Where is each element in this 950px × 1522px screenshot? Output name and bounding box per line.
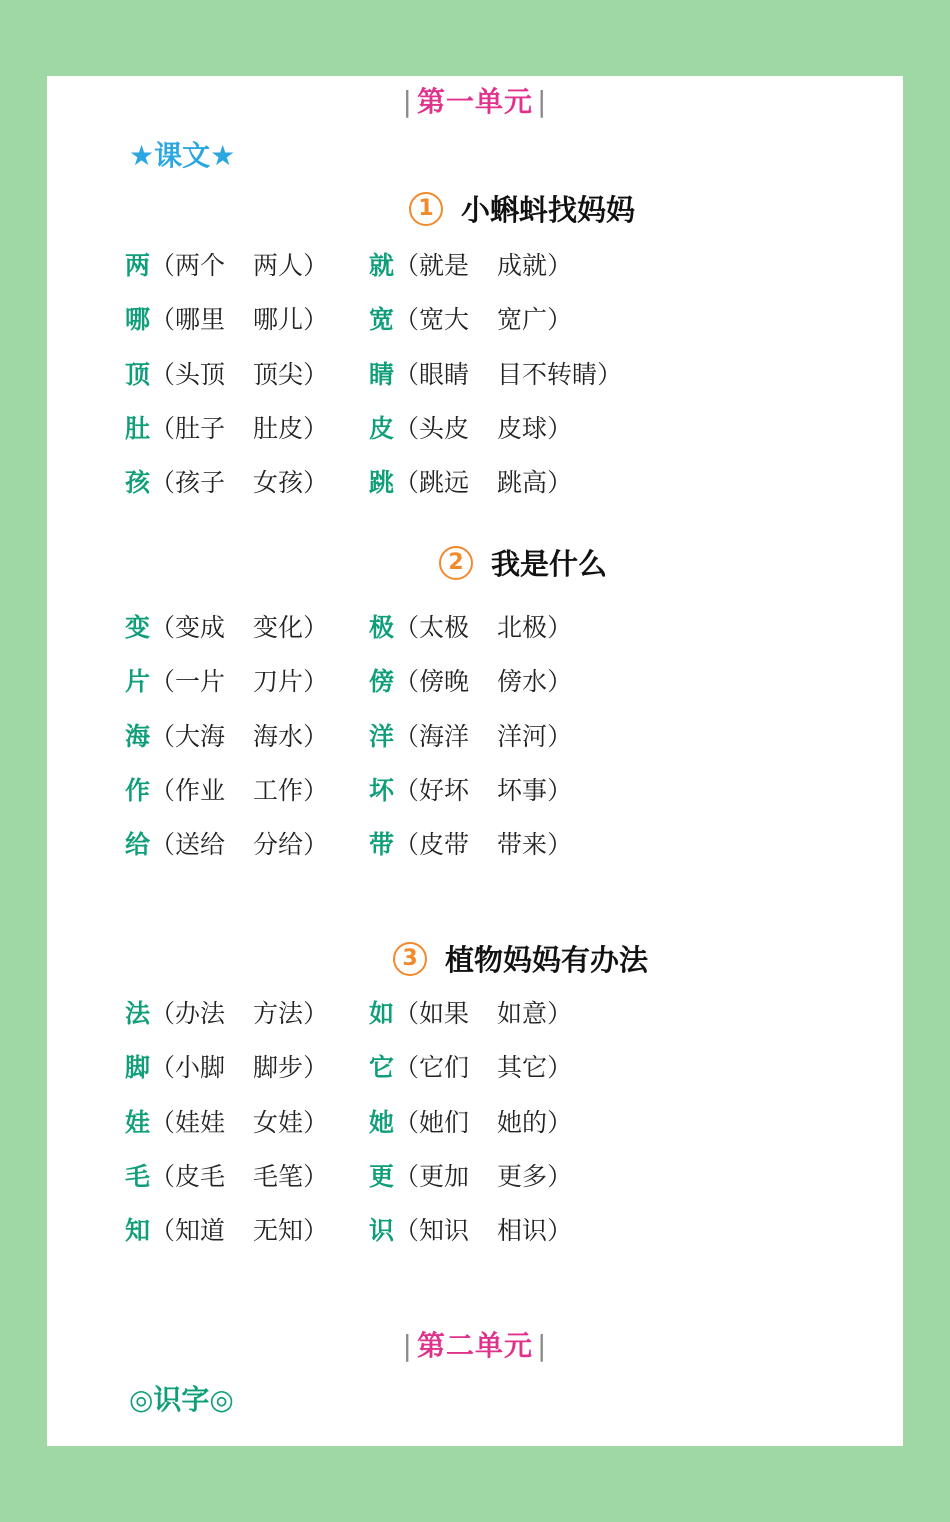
vocab-row xyxy=(369,355,622,391)
paren-open: （ xyxy=(150,359,176,389)
vocab-word: 肚子 xyxy=(175,413,226,443)
vocab-row xyxy=(125,1157,328,1193)
vocab-word: 送给 xyxy=(175,830,226,860)
paren-open: （ xyxy=(394,468,420,498)
vocab-word: 娃娃 xyxy=(175,1107,226,1137)
vocab-word: 分给 xyxy=(253,830,304,860)
vocab-word: 皮毛 xyxy=(175,1161,226,1191)
vocab-word: 坏事 xyxy=(497,775,548,805)
vocab-word: 方法 xyxy=(253,999,304,1028)
vocab-row xyxy=(369,300,572,336)
vocab-word: 大海 xyxy=(175,721,226,751)
paren-open: （ xyxy=(394,830,420,860)
vocab-char: 给 xyxy=(125,830,151,860)
lesson-title-text: 我是什么 xyxy=(491,547,608,581)
vocab-char: 她 xyxy=(369,1107,395,1137)
vocab-word: 目不转睛 xyxy=(497,359,598,389)
vocab-char: 肚 xyxy=(125,413,151,443)
vocab-word: 傍水 xyxy=(497,667,548,697)
vocab-row xyxy=(369,608,572,644)
vocab-char: 孩 xyxy=(125,468,151,498)
vocab-word: 好坏 xyxy=(419,775,470,805)
divider-bar: | xyxy=(537,85,548,118)
paren-close: ） xyxy=(547,305,573,335)
vocab-word: 更多 xyxy=(497,1161,548,1191)
vocab-char: 娃 xyxy=(125,1107,151,1137)
vocab-row xyxy=(369,662,572,698)
vocab-word: 皮带 xyxy=(419,830,470,860)
vocab-row xyxy=(125,300,328,336)
vocab-char: 傍 xyxy=(369,667,395,697)
paren-close: ） xyxy=(303,1161,329,1191)
vocab-char: 睛 xyxy=(369,359,395,389)
lesson-number-badge: 2 xyxy=(439,546,473,580)
vocab-word: 一片 xyxy=(175,667,226,697)
paren-open: （ xyxy=(150,999,176,1028)
vocab-row xyxy=(369,1103,572,1139)
paren-close: ） xyxy=(547,1216,573,1246)
vocab-row xyxy=(369,463,572,499)
vocab-row xyxy=(125,771,328,807)
paren-close: ） xyxy=(547,721,573,751)
paren-open: （ xyxy=(394,1161,420,1191)
vocab-word: 哪儿 xyxy=(253,305,304,335)
vocab-char: 作 xyxy=(125,775,151,805)
paren-close: ） xyxy=(547,413,573,443)
lesson-title-text: 小蝌蚪找妈妈 xyxy=(461,193,636,227)
paren-open: （ xyxy=(150,1053,176,1083)
vocab-word: 头皮 xyxy=(419,413,470,443)
vocab-word: 变化 xyxy=(253,613,304,642)
paren-close: ） xyxy=(547,251,573,280)
vocab-word: 两个 xyxy=(175,251,226,280)
paren-open: （ xyxy=(150,251,176,280)
lesson-title xyxy=(409,188,635,229)
paren-close: ） xyxy=(547,1107,573,1137)
vocab-char: 皮 xyxy=(369,413,395,443)
worksheet-page xyxy=(47,76,903,1446)
vocab-word: 办法 xyxy=(175,999,226,1028)
vocab-word: 傍晚 xyxy=(419,667,470,697)
vocab-word: 它们 xyxy=(419,1053,470,1083)
vocab-row xyxy=(369,1157,572,1193)
vocab-word: 海水 xyxy=(253,721,304,751)
vocab-char: 更 xyxy=(369,1161,395,1191)
vocab-word: 宽广 xyxy=(497,305,548,335)
vocab-char: 脚 xyxy=(125,1053,151,1083)
vocab-row xyxy=(369,409,572,445)
paren-open: （ xyxy=(150,1107,176,1137)
vocab-word: 海洋 xyxy=(419,721,470,751)
vocab-word: 北极 xyxy=(497,613,548,642)
vocab-row xyxy=(125,825,328,861)
divider-bar: | xyxy=(537,1329,548,1362)
vocab-char: 如 xyxy=(369,999,395,1028)
vocab-row xyxy=(125,994,328,1030)
lesson-title-text: 植物妈妈有办法 xyxy=(445,943,649,977)
vocab-row xyxy=(125,409,328,445)
paren-close: ） xyxy=(547,667,573,697)
paren-open: （ xyxy=(394,1216,420,1246)
paren-open: （ xyxy=(394,251,420,280)
vocab-word: 知道 xyxy=(175,1216,226,1246)
paren-close: ） xyxy=(547,775,573,805)
section-shizi: ◎识字◎ xyxy=(129,1383,234,1416)
vocab-char: 法 xyxy=(125,999,151,1028)
vocab-word: 女孩 xyxy=(253,468,304,498)
paren-close: ） xyxy=(303,1107,329,1137)
paren-close: ） xyxy=(303,667,329,697)
paren-close: ） xyxy=(303,305,329,335)
vocab-word: 她的 xyxy=(497,1107,548,1137)
paren-close: ） xyxy=(547,613,573,642)
paren-close: ） xyxy=(303,413,329,443)
paren-open: （ xyxy=(150,1216,176,1246)
vocab-char: 毛 xyxy=(125,1161,151,1191)
vocab-row xyxy=(125,608,328,644)
vocab-word: 就是 xyxy=(419,251,470,280)
paren-open: （ xyxy=(150,613,176,642)
vocab-row xyxy=(369,994,572,1030)
paren-open: （ xyxy=(150,830,176,860)
vocab-char: 海 xyxy=(125,721,151,751)
paren-close: ） xyxy=(547,830,573,860)
vocab-char: 识 xyxy=(369,1216,395,1246)
vocab-word: 肚皮 xyxy=(253,413,304,443)
unit-one-label: 第一单元 xyxy=(416,85,533,118)
paren-close: ） xyxy=(547,999,573,1028)
lesson-number-badge: 1 xyxy=(409,192,443,226)
paren-close: ） xyxy=(303,1216,329,1246)
vocab-word: 知识 xyxy=(419,1216,470,1246)
vocab-word: 皮球 xyxy=(497,413,548,443)
vocab-word: 两人 xyxy=(253,251,304,280)
paren-close: ） xyxy=(303,775,329,805)
paren-close: ） xyxy=(303,613,329,642)
paren-close: ） xyxy=(547,468,573,498)
vocab-word: 她们 xyxy=(419,1107,470,1137)
paren-open: （ xyxy=(150,305,176,335)
paren-open: （ xyxy=(394,1107,420,1137)
vocab-row xyxy=(125,246,328,282)
lesson-number-badge: 3 xyxy=(393,942,427,976)
vocab-word: 头顶 xyxy=(175,359,226,389)
vocab-word: 脚步 xyxy=(253,1053,304,1083)
vocab-char: 变 xyxy=(125,613,151,642)
vocab-word: 哪里 xyxy=(175,305,226,335)
vocab-char: 就 xyxy=(369,251,395,280)
unit-two-title xyxy=(47,1324,903,1364)
vocab-word: 如果 xyxy=(419,999,470,1028)
paren-open: （ xyxy=(394,305,420,335)
vocab-word: 毛笔 xyxy=(253,1161,304,1191)
vocab-row xyxy=(125,662,328,698)
vocab-word: 洋河 xyxy=(497,721,548,751)
vocab-word: 无知 xyxy=(253,1216,304,1246)
vocab-word: 宽大 xyxy=(419,305,470,335)
paren-open: （ xyxy=(394,413,420,443)
paren-open: （ xyxy=(150,667,176,697)
vocab-word: 跳远 xyxy=(419,468,470,498)
vocab-word: 孩子 xyxy=(175,468,226,498)
vocab-char: 宽 xyxy=(369,305,395,335)
vocab-row xyxy=(125,355,328,391)
vocab-row xyxy=(125,1211,328,1247)
vocab-char: 坏 xyxy=(369,775,395,805)
divider-bar: | xyxy=(402,1329,413,1362)
vocab-row xyxy=(125,1103,328,1139)
paren-close: ） xyxy=(547,1053,573,1083)
vocab-row xyxy=(369,771,572,807)
section-kewen: ★课文★ xyxy=(129,139,236,172)
vocab-word: 刀片 xyxy=(253,667,304,697)
vocab-word: 小脚 xyxy=(175,1053,226,1083)
vocab-word: 变成 xyxy=(175,613,226,642)
vocab-char: 知 xyxy=(125,1216,151,1246)
vocab-word: 如意 xyxy=(497,999,548,1028)
paren-close: ） xyxy=(303,251,329,280)
vocab-word: 工作 xyxy=(253,775,304,805)
vocab-word: 带来 xyxy=(497,830,548,860)
vocab-row xyxy=(369,825,572,861)
vocab-row xyxy=(369,717,572,753)
vocab-word: 顶尖 xyxy=(253,359,304,389)
vocab-word: 作业 xyxy=(175,775,226,805)
paren-close: ） xyxy=(303,999,329,1028)
vocab-row xyxy=(369,1211,572,1247)
vocab-char: 它 xyxy=(369,1053,395,1083)
vocab-word: 更加 xyxy=(419,1161,470,1191)
divider-bar: | xyxy=(402,85,413,118)
paren-open: （ xyxy=(150,721,176,751)
vocab-word: 相识 xyxy=(497,1216,548,1246)
unit-two-label: 第二单元 xyxy=(416,1329,533,1362)
vocab-char: 极 xyxy=(369,613,395,642)
paren-open: （ xyxy=(394,775,420,805)
paren-open: （ xyxy=(394,721,420,751)
unit-one-title xyxy=(47,80,903,120)
paren-open: （ xyxy=(150,413,176,443)
vocab-word: 成就 xyxy=(497,251,548,280)
vocab-char: 顶 xyxy=(125,359,151,389)
paren-close: ） xyxy=(303,1053,329,1083)
lesson-title xyxy=(439,542,607,583)
paren-close: ） xyxy=(303,468,329,498)
vocab-char: 跳 xyxy=(369,468,395,498)
vocab-row xyxy=(125,717,328,753)
paren-close: ） xyxy=(597,359,623,389)
vocab-row xyxy=(369,1048,572,1084)
paren-open: （ xyxy=(150,775,176,805)
vocab-char: 片 xyxy=(125,667,151,697)
paren-open: （ xyxy=(394,613,420,642)
vocab-char: 带 xyxy=(369,830,395,860)
paren-open: （ xyxy=(150,468,176,498)
paren-close: ） xyxy=(303,359,329,389)
paren-open: （ xyxy=(394,1053,420,1083)
vocab-row xyxy=(125,463,328,499)
paren-close: ） xyxy=(303,830,329,860)
vocab-row xyxy=(369,246,572,282)
paren-close: ） xyxy=(547,1161,573,1191)
paren-open: （ xyxy=(150,1161,176,1191)
vocab-word: 其它 xyxy=(497,1053,548,1083)
paren-close: ） xyxy=(303,721,329,751)
vocab-word: 眼睛 xyxy=(419,359,470,389)
vocab-word: 太极 xyxy=(419,613,470,642)
paren-open: （ xyxy=(394,667,420,697)
lesson-title xyxy=(393,938,648,979)
vocab-char: 哪 xyxy=(125,305,151,335)
vocab-word: 跳高 xyxy=(497,468,548,498)
vocab-row xyxy=(125,1048,328,1084)
vocab-word: 女娃 xyxy=(253,1107,304,1137)
paren-open: （ xyxy=(394,359,420,389)
vocab-char: 洋 xyxy=(369,721,395,751)
vocab-char: 两 xyxy=(125,251,151,280)
paren-open: （ xyxy=(394,999,420,1028)
